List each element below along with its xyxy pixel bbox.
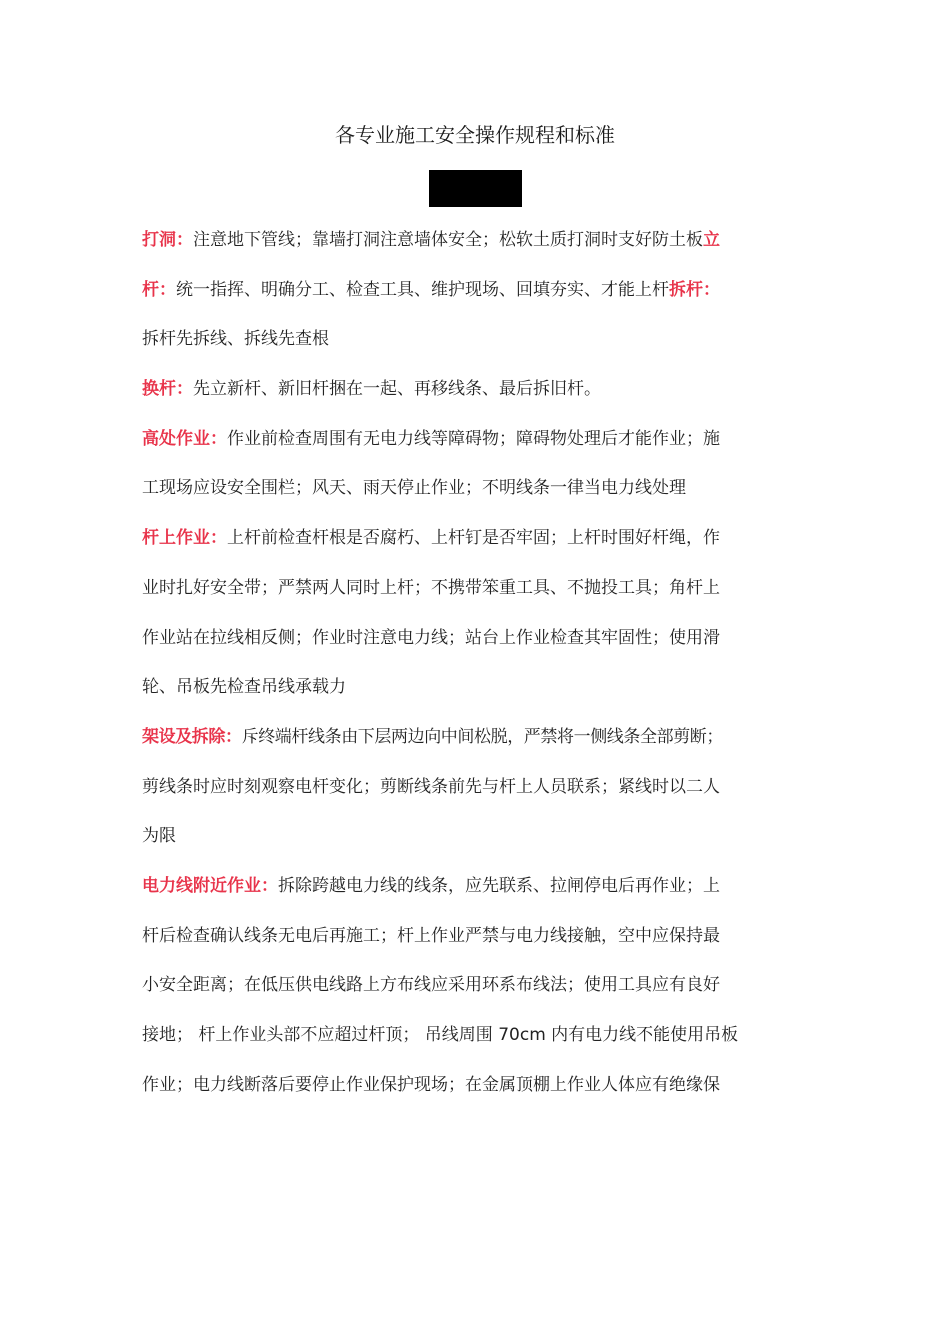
section-text-dadong: 注意地下管线；靠墙打洞注意墙体安全；松软土质打洞时支好防土板: [193, 230, 703, 250]
body-line: [142, 415, 812, 465]
body-line: [142, 912, 812, 962]
section-text-ganshang-1: 上杆前检查杆根是否腐朽、上杆钉是否牢固；上杆时围好杆绳，作: [227, 528, 720, 549]
section-text-ganshang-3: 作业站在拉线相反侧；作业时注意电力线；站台上作业检查其牢固性；使用滑: [142, 627, 720, 648]
section-heading-dianli: 电力线附近作业：: [142, 875, 278, 896]
section-text-gaochu-1: 作业前检查周围有无电力线等障碍物；障碍物处理后才能作业；施: [227, 428, 720, 449]
body-line: [142, 514, 812, 564]
section-text-gaochu-2: 工现场应设安全围栏；风天、雨天停止作业；不明线条一律当电力线处理: [142, 478, 686, 499]
body-line: [142, 614, 812, 664]
section-text-dianli-2: 杆后检查确认线条无电后再施工；杆上作业严禁与电力线接触，空中应保持最: [142, 925, 720, 946]
section-text-huangan: 先立新杆、新旧杆捆在一起、再移线条、最后拆旧杆。: [193, 379, 601, 400]
section-text-chaigan: 拆杆先拆线、拆线先查根: [142, 329, 329, 350]
section-text-jiashe-3: 为限: [142, 826, 176, 847]
body-line: [142, 315, 812, 365]
body-line: [142, 663, 812, 713]
document-title: 各专业施工安全操作规程和标准: [335, 123, 615, 147]
section-heading-chaigan: 拆杆：: [669, 279, 720, 300]
section-heading-jiashe: 架设及拆除：: [142, 726, 242, 747]
body-line: [142, 1061, 812, 1111]
section-text-dianli-4: 接地； 杆上作业头部不应超过杆顶； 吊线周围 70cm 内有电力线不能使用吊板: [142, 1025, 739, 1045]
section-text-ganshang-4: 轮、吊板先检查吊线承载力: [142, 677, 346, 698]
section-heading-gaochu: 高处作业：: [142, 428, 227, 449]
section-heading-ligan-part1: 立: [703, 230, 720, 250]
section-heading-ligan-part2: 杆：: [142, 279, 176, 300]
section-text-ganshang-2: 业时扎好安全带；严禁两人同时上杆；不携带笨重工具、不抛投工具；角杆上: [142, 577, 720, 598]
body-line: [142, 464, 812, 514]
body-line: [142, 862, 812, 912]
body-line: [142, 1011, 812, 1061]
section-text-dianli-5: 作业；电力线断落后要停止作业保护现场；在金属顶棚上作业人体应有绝缘保: [142, 1074, 720, 1095]
redaction-block: [429, 170, 522, 207]
section-text-ligan: 统一指挥、明确分工、检查工具、维护现场、回填夯实、才能上杆: [176, 279, 669, 300]
body-line: [142, 564, 812, 614]
body-line: [142, 266, 812, 316]
section-heading-huangan: 换杆：: [142, 379, 193, 400]
section-heading-ganshang: 杆上作业：: [142, 528, 227, 549]
body-line: [142, 216, 812, 266]
body-line: [142, 812, 812, 862]
body-line: [142, 713, 812, 763]
document-body: [142, 216, 812, 1110]
section-heading-dadong: 打洞：: [142, 230, 193, 250]
body-line: [142, 961, 812, 1011]
section-text-jiashe-1: 斥终端杆线条由下层两边向中间松脱，严禁将一侧线条全部剪断；: [241, 726, 724, 747]
section-text-dianli-1: 拆除跨越电力线的线条，应先联系、拉闸停电后再作业；上: [278, 875, 720, 896]
body-line: [142, 365, 812, 415]
section-text-jiashe-2: 剪线条时应时刻观察电杆变化；剪断线条前先与杆上人员联系；紧线时以二人: [142, 776, 720, 797]
body-line: [142, 763, 812, 813]
section-text-dianli-3: 小安全距离；在低压供电线路上方布线应采用环系布线法；使用工具应有良好: [142, 975, 720, 996]
